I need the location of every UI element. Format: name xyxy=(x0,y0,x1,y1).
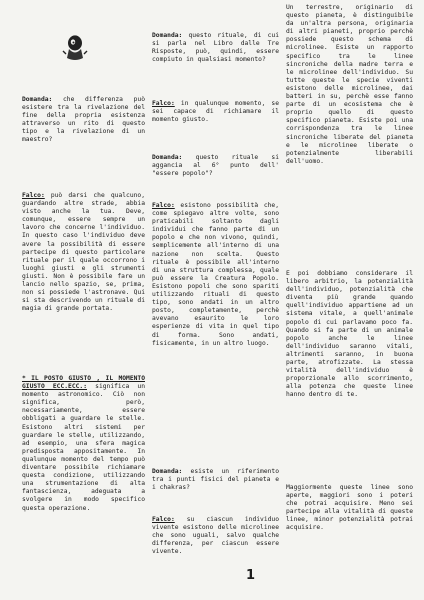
answer-block xyxy=(152,516,279,556)
cartoon-figure-logo xyxy=(62,34,88,62)
answer-label: Falco: xyxy=(152,202,175,209)
answer-label: Falco: xyxy=(152,516,175,523)
answer-block xyxy=(152,202,279,348)
answer-text: su ciascun individuo vivente esistono delle microlinee che sono uguali, salvo qualche differenza, per ciascun essere vivente. xyxy=(152,516,279,556)
question-label: Domanda: xyxy=(152,468,183,475)
answer-text: può darsi che qualcuno, guardando altre strade, abbia visto anche la tua. Deve, comunque, essere sempre un lavoro che concerne l'individuo. In questo caso l'individuo deve avere la possibilità di essere partecipe di questo particolare rituale per il quale occorrono i luoghi giusti e gli strumenti giusti. Non è possibile fare un lancio nello spazio, se, prima, non si possiede l'astronave. Qui si sta descrivendo un rituale di magia di grande portata. xyxy=(22,192,145,313)
answer-block xyxy=(152,100,279,124)
section-title: * IL POSTO GIUSTO , IL MOMENTO GIUSTO ECC.ECC.: xyxy=(22,375,145,391)
question-block xyxy=(152,32,279,64)
question-label: Domanda: xyxy=(152,32,183,39)
answer-label: Falco: xyxy=(22,192,45,199)
answer-text: in qualunque momento, se sei capace di richiamare il momento giusto. xyxy=(152,100,279,124)
page-number: 1 xyxy=(246,568,256,583)
question-text: che differenza può esistere tra la rivelazione del fine della propria esistenza attraverso un rito di questo tipo e la rivelazione di un maestro? xyxy=(22,96,145,144)
paragraph: Un terrestre, originario di questo pianeta, è distinguibile da un'altra persona, originaria di altri pianeti, proprio perchè possiede questo schema di microlinee. Esiste un rapporto specifico tra le linee sincroniche della madre terra e le microlinee dell'individuo. Su tutte queste le specie viventi esistono delle microlinee, dai batteri in su, perchè esse fanno parte di un ecosistema che è proprio quello di questo specifico pianeta. Esiste poi una corrispondenza tra le linee sincroniche liberate del pianeta e le microlinee liberate o potenzialmente liberabili dell'uomo. xyxy=(286,4,413,165)
question-label: Domanda: xyxy=(152,154,183,161)
paragraph: Maggiormente queste linee sono aperte, maggiori sono i poteri che potrai acquisire. Meno sei partecipe alla vitalità di queste linee, minor potenzialità potrai acquisire. xyxy=(286,484,413,532)
answer-text: esistono possibilità che, come spiegavo altre volte, sono praticabili soltanto dagli individui che fanno parte di un popolo e che non vivono, quindi, semplicemente all'interno di una nazione non scelta. Questo rituale è possibile all'interno di una struttura complessa, quale può essere la Creatura Popolo. Esistono popoli che sono spariti utilizzando rituali di questo tipo, sono andati in un altro posto, completamente, perchè avevano esaurito le loro esperienze di vita in quel tipo di forma. Sono andati, fisicamente, in un altro luogo. xyxy=(152,202,279,347)
question-block xyxy=(22,96,145,145)
answer-block xyxy=(22,192,145,313)
section-text: significa un momento astronomico. Ciò non significa, però, necessariamente, essere obbligati a guardare le stelle. Esistono altri sistemi per guardare le stelle, utilizzando, ad esempio, una sfera magica predisposta appositamente. In qualunque momento del tempo può diventare possibile richiamare questa condizione, utilizzando una strumentazione di alta fantascienza, adeguata a svolgere in modo specifico questa operazione. xyxy=(22,383,145,512)
section-block xyxy=(22,375,145,513)
question-text: questo rituale, di cui si parla nel Libro dalle Tre Risposte, può, quindi, essere compiuto in qualsiasi momento? xyxy=(152,32,279,64)
question-block xyxy=(152,154,279,178)
question-label: Domanda: xyxy=(22,96,53,103)
paragraph: E poi dobbiamo considerare il libero arbitrio, la potenzialità dell'individuo, potenzialità che diventa più grande quando quell'individuo appartiene ad un sistema vitale, a quell'animale popolo di cui parlavamo poco fa. Quando si fa parte di un animale popolo anche le linee dell'individuo saranno vitali, altrimenti saranno, in buona parte, atrofizzate. La stessa vitalità dell'individuo è proporzionale allo scorrimento, alla potenza che queste linee hanno dentro di te. xyxy=(286,270,413,399)
question-text: questo rituale si aggancia al 6° punto dell' "essere popolo"? xyxy=(152,154,279,178)
answer-label: Falco: xyxy=(152,100,175,107)
question-text: esiste un riferimento tra i punti fisici del pianeta e i chakras? xyxy=(152,468,279,492)
question-block xyxy=(152,468,279,492)
